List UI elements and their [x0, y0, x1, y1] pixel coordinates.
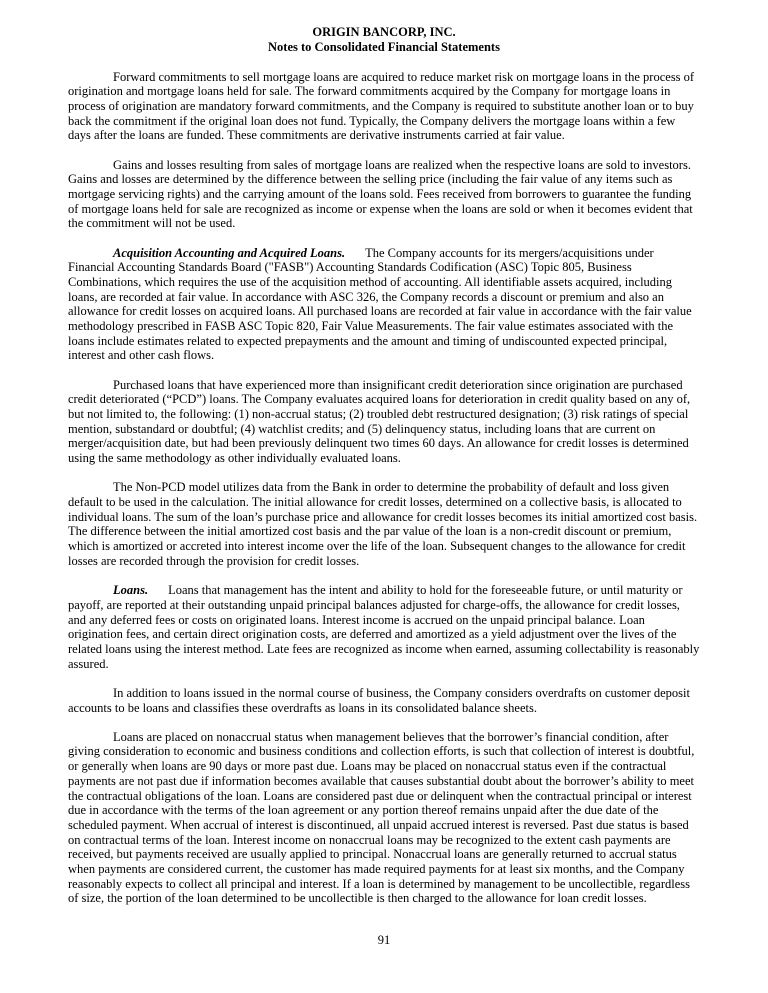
- loans-heading: Loans.: [113, 583, 149, 598]
- para-nonaccrual-status: [68, 730, 700, 906]
- company-name: ORIGIN BANCORP, INC.: [312, 25, 456, 39]
- paragraph-text: Forward commitments to sell mortgage loans are acquired to reduce market risk on mortgage loans in the process of origination and mortgage loans held for sale. The forward commitments acquired by the Company for mortgage loans in process of origination are mandatory forward commitments, and the Company is required to substitute another loan or to buy back the commitment if the original loan does not fund. Typically, the Company delivers the mortgage loans within a few days after the loans are funded. These commitments are derivative instruments carried at fair value.: [68, 69, 695, 143]
- document-header: [0, 0, 768, 55]
- para-acquisition-accounting: [68, 246, 700, 364]
- document-subtitle: Notes to Consolidated Financial Statements: [268, 40, 500, 54]
- acquisition-accounting-heading: Acquisition Accounting and Acquired Loans.: [113, 245, 346, 260]
- paragraph-text: Gains and losses resulting from sales of mortgage loans are realized when the respective loans are sold to investors. Gains and losses are determined by the difference between the selling price (including the fair value of any items such as mortgage servicing rights) and the carrying amount of the loans sold. Fees received from borrowers to guarantee the funding of mortgage loans held for sale are recognized as income or expense when the loans are sold or when it becomes evident that the commitment will not be used.: [68, 157, 693, 231]
- paragraph-text: Loans that management has the intent and ability to hold for the foreseeable future, or until maturity or payoff, are reported at their outstanding unpaid principal balances adjusted for charge-offs, the allowance for credit losses, and any deferred fees or costs on originated loans. Interest income is accrued on the unpaid principal balance. Loan origination fees, and certain direct origination costs, are deferred and amortized as a yield adjustment over the lives of the related loans using the interest method. Late fees are recognized as income when earned, assuming collectability is reasonably assured.: [68, 583, 700, 671]
- para-pcd-loans: [68, 378, 700, 466]
- paragraph-text: In addition to loans issued in the normal course of business, the Company considers overdrafts on customer deposit accounts to be loans and classifies these overdrafts as loans in its consolidated balance sheets.: [68, 685, 690, 715]
- para-non-pcd-model: [68, 480, 700, 568]
- page-number: 91: [377, 933, 391, 947]
- paragraph-text: The Non-PCD model utilizes data from the Bank in order to determine the probability of default and loss given default to be used in the calculation. The initial allowance for credit losses, determined on a collective basis, is allocated to individual loans. The sum of the loan’s purchase price and allowance for credit losses becomes its initial amortized cost basis. The difference between the initial amortized cost basis and the par value of the loan is a non-credit discount or premium, which is amortized or accreted into interest income over the life of the loan. Subsequent changes to the allowance for credit losses are recorded through the provision for credit losses.: [68, 480, 698, 568]
- paragraph-text: Purchased loans that have experienced more than insignificant credit deterioration since origination are purchased credit deteriorated (“PCD”) loans. The Company evaluates acquired loans for deterioration in credit quality based on any of, but not limited to, the following: (1) non-accrual status; (2) troubled debt restructured designation; (3) risk ratings of special mention, substandard or doubtful; (4) watchlist credits; and (5) delinquency status, including loans that are current on merger/acquisition date, but had been previously delinquent two times 60 days. An allowance for credit losses is determined using the same methodology as other individually evaluated loans.: [68, 377, 691, 466]
- para-loans: [68, 583, 700, 671]
- document-body: [68, 70, 700, 907]
- para-forward-commitments: [68, 70, 700, 144]
- paragraph-text: The Company accounts for its mergers/acquisitions under Financial Accounting Standards Board ("FASB") Accounting Standards Codification (ASC) Topic 805, Business Combinations, which requires the use of the acquisition method of accounting. All identifiable assets acquired, including loans, are recorded at fair value. In accordance with ASC 326, the Company records a discount or premium and also an allowance for credit losses on acquired loans. All purchased loans are recorded at fair value in accordance with the fair value methodology prescribed in FASB ASC Topic 820, Fair Value Measurements. The fair value estimates associated with the loans include estimates related to expected prepayments and the amount and timing of undiscounted expected principal, interest and other cash flows.: [68, 245, 692, 363]
- paragraph-text: Loans are placed on nonaccrual status when management believes that the borrower’s financial condition, after giving consideration to economic and business conditions and collection efforts, is such that collection of interest is doubtful, or generally when loans are 90 days or more past due. Loans may be placed on nonaccrual status even if the contractual payments are not past due if information becomes available that causes substantial doubt about the borrower’s ability to meet the contractual obligations of the loan. Loans are considered past due or delinquent when the contractual principal or interest due in accordance with the terms of the loan agreement or any portion thereof remains unpaid after the due date of the scheduled payment. When accrual of interest is discontinued, all unpaid accrued interest is reversed. Past due status is based on contractual terms of the loan. Interest income on nonaccrual loans may be recognized to the extent cash payments are received, but payments received are usually applied to principal. Nonaccrual loans are generally returned to accrual status when payments are considered current, the customer has made required payments for at least six months, and the Company reasonably expects to collect all principal and interest. If a loan is determined by management to be uncollectible, regardless of size, the portion of the loan determined to be uncollectible is then charged to the allowance for loan credit losses.: [68, 729, 695, 906]
- para-overdrafts: [68, 686, 700, 715]
- para-gains-losses: [68, 158, 700, 232]
